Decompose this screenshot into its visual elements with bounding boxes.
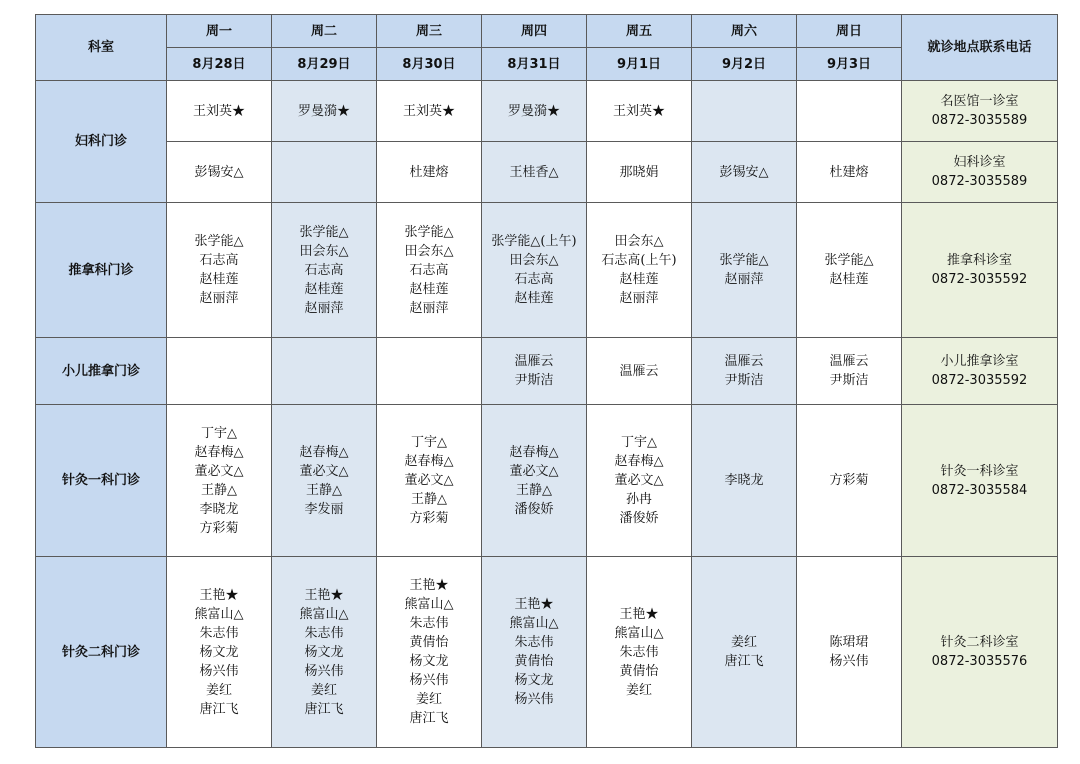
doctor-name: 方彩菊 — [829, 473, 869, 488]
doctor-name: 熊富山△ — [404, 597, 454, 612]
phone-number: 0872-3035576 — [931, 654, 1028, 669]
doctor-name: 王桂香△ — [509, 164, 559, 180]
doctor-name: 石志高 — [199, 253, 239, 268]
doctor-name: 李晓龙 — [724, 473, 764, 488]
doctor-cell — [482, 203, 587, 338]
doctor-name: 潘俊娇 — [514, 501, 554, 517]
doctor-name: 唐江飞 — [409, 711, 449, 726]
location-cell — [902, 405, 1058, 557]
doctor-cell — [482, 405, 587, 557]
doctor-name: 王刘英★ — [192, 103, 245, 119]
date-header: 9月1日 — [587, 48, 692, 81]
table-row — [36, 405, 1058, 557]
doctor-cell — [797, 142, 902, 203]
doctor-name: 罗曼漪★ — [297, 103, 350, 119]
doctor-name: 赵春梅△ — [299, 444, 349, 460]
doctor-cell — [167, 405, 272, 557]
phone-number: 0872-3035592 — [931, 373, 1028, 388]
doctor-name: 赵春梅△ — [614, 454, 664, 469]
doctor-name: 姜红 — [205, 682, 232, 698]
doctor-name: 赵丽萍 — [199, 291, 239, 306]
doctor-name: 张学能△ — [299, 224, 349, 240]
doctor-name: 朱志伟 — [304, 625, 344, 641]
doctor-name: 李发丽 — [304, 501, 344, 517]
doctor-name: 杨文龙 — [514, 673, 554, 688]
doctor-name: 杨兴伟 — [409, 673, 449, 688]
dept-cell: 妇科门诊 — [36, 81, 167, 203]
doctor-cell — [377, 405, 482, 557]
doctor-name: 王艳★ — [514, 597, 554, 612]
doctor-name: 王艳★ — [304, 587, 344, 603]
table-row — [36, 557, 1058, 748]
doctor-name: 朱志伟 — [409, 616, 449, 631]
dept-cell: 推拿科门诊 — [36, 203, 167, 338]
doctor-cell — [272, 142, 377, 203]
dept-header: 科室 — [36, 15, 167, 81]
location-cell — [902, 557, 1058, 748]
doctor-cell — [377, 557, 482, 748]
doctor-name: 赵桂莲 — [304, 281, 344, 297]
doctor-cell — [797, 338, 902, 405]
doctor-name: 方彩菊 — [409, 511, 449, 526]
doctor-name: 潘俊娇 — [619, 511, 659, 526]
doctor-name: 熊富山△ — [509, 616, 559, 631]
date-header: 9月2日 — [692, 48, 797, 81]
doctor-cell — [692, 142, 797, 203]
doctor-cell — [692, 338, 797, 405]
phone-number: 0872-3035592 — [931, 272, 1028, 287]
clinic-room: 推拿科诊室 — [946, 253, 1012, 268]
doctor-cell — [692, 405, 797, 557]
doctor-name: 唐江飞 — [304, 701, 344, 717]
doctor-cell — [797, 405, 902, 557]
table-body — [36, 81, 1058, 748]
doctor-name: 杨文龙 — [409, 654, 449, 669]
doctor-name: 熊富山△ — [194, 606, 244, 622]
date-header: 8月28日 — [167, 48, 272, 81]
date-header: 8月30日 — [377, 48, 482, 81]
date-header: 8月31日 — [482, 48, 587, 81]
phone-number: 0872-3035584 — [931, 482, 1028, 498]
doctor-name: 张学能△(上午) — [491, 234, 577, 249]
doctor-cell — [797, 203, 902, 338]
day-header: 周一 — [167, 15, 272, 48]
doctor-name: 王静△ — [306, 482, 342, 498]
location-cell — [902, 142, 1058, 203]
doctor-name: 姜红 — [625, 682, 652, 698]
doctor-name: 赵丽萍 — [619, 291, 659, 306]
doctor-name: 张学能△ — [404, 224, 454, 240]
doctor-name: 杨兴伟 — [514, 692, 554, 707]
doctor-name: 石志高(上午) — [601, 253, 677, 268]
doctor-name: 姜红 — [310, 682, 337, 698]
table-row — [36, 142, 1058, 203]
doctor-name: 董必文△ — [614, 473, 664, 488]
date-header: 8月29日 — [272, 48, 377, 81]
doctor-name: 陈珺珺 — [829, 635, 869, 650]
doctor-name: 丁宇△ — [411, 435, 447, 450]
doctor-cell — [377, 142, 482, 203]
doctor-cell — [377, 203, 482, 338]
location-cell — [902, 81, 1058, 142]
doctor-cell — [587, 557, 692, 748]
doctor-name: 赵春梅△ — [194, 444, 244, 460]
day-header: 周三 — [377, 15, 482, 48]
doctor-name: 赵桂莲 — [514, 291, 554, 306]
doctor-name: 赵桂莲 — [619, 272, 659, 287]
doctor-name: 赵桂莲 — [409, 281, 449, 297]
doctor-cell — [167, 557, 272, 748]
table-row — [36, 81, 1058, 142]
doctor-cell — [797, 557, 902, 748]
doctor-name: 姜红 — [415, 692, 442, 707]
dept-cell: 针灸一科门诊 — [36, 405, 167, 557]
doctor-name: 温雁云 — [724, 354, 764, 369]
schedule-table — [35, 14, 1058, 748]
doctor-name: 赵丽萍 — [304, 300, 344, 316]
doctor-cell — [692, 203, 797, 338]
doctor-name: 彭锡安△ — [194, 164, 244, 180]
clinic-room: 针灸一科诊室 — [940, 463, 1019, 479]
doctor-name: 赵丽萍 — [409, 300, 449, 316]
doctor-name: 杜建熔 — [409, 164, 449, 180]
doctor-name: 赵桂莲 — [829, 272, 869, 287]
doctor-name: 王艳★ — [409, 578, 449, 593]
doctor-name: 罗曼漪★ — [507, 103, 560, 119]
doctor-name: 黄倩怡 — [409, 635, 449, 650]
doctor-cell — [482, 142, 587, 203]
doctor-name: 田会东△ — [509, 253, 559, 268]
day-header: 周五 — [587, 15, 692, 48]
doctor-cell — [272, 203, 377, 338]
doctor-name: 尹斯洁 — [724, 373, 764, 388]
doctor-name: 唐江飞 — [199, 701, 239, 717]
doctor-name: 杨兴伟 — [829, 654, 869, 669]
day-header: 周四 — [482, 15, 587, 48]
doctor-cell — [167, 81, 272, 142]
doctor-name: 黄倩怡 — [514, 654, 554, 669]
doctor-name: 赵春梅△ — [509, 444, 559, 460]
doctor-cell — [377, 81, 482, 142]
table-header — [36, 15, 1058, 81]
doctor-name: 方彩菊 — [199, 520, 239, 536]
doctor-name: 石志高 — [514, 272, 554, 287]
doctor-name: 熊富山△ — [614, 625, 664, 641]
doctor-name: 李晓龙 — [199, 501, 239, 517]
doctor-name: 朱志伟 — [199, 625, 239, 641]
doctor-cell — [482, 338, 587, 405]
doctor-name: 杨文龙 — [304, 644, 344, 660]
doctor-name: 赵春梅△ — [404, 454, 454, 469]
doctor-cell — [587, 338, 692, 405]
doctor-cell — [272, 405, 377, 557]
doctor-cell — [692, 557, 797, 748]
doctor-cell — [482, 557, 587, 748]
doctor-name: 张学能△ — [719, 253, 769, 268]
doctor-name: 石志高 — [304, 262, 344, 278]
phone-number: 0872-3035589 — [931, 174, 1028, 189]
date-header: 9月3日 — [797, 48, 902, 81]
doctor-name: 丁宇△ — [201, 425, 237, 441]
location-cell — [902, 203, 1058, 338]
doctor-name: 那晓娟 — [619, 164, 659, 180]
table-row — [36, 203, 1058, 338]
doctor-cell — [482, 81, 587, 142]
clinic-room: 小儿推拿诊室 — [940, 354, 1019, 369]
doctor-name: 尹斯洁 — [514, 373, 554, 388]
doctor-name: 杜建熔 — [829, 164, 869, 180]
doctor-name: 董必文△ — [404, 473, 454, 488]
clinic-room: 针灸二科诊室 — [940, 635, 1019, 650]
doctor-name: 姜红 — [730, 635, 757, 650]
location-header: 就诊地点联系电话 — [902, 15, 1058, 81]
doctor-name: 唐江飞 — [724, 654, 764, 669]
doctor-name: 朱志伟 — [514, 635, 554, 650]
doctor-name: 朱志伟 — [619, 644, 659, 660]
doctor-name: 黄倩怡 — [619, 663, 659, 679]
doctor-cell — [272, 81, 377, 142]
doctor-name: 王艳★ — [619, 606, 659, 622]
phone-number: 0872-3035589 — [931, 113, 1028, 128]
doctor-cell — [377, 338, 482, 405]
doctor-name: 董必文△ — [509, 463, 559, 479]
doctor-name: 王静△ — [201, 482, 237, 498]
doctor-name: 赵丽萍 — [724, 272, 764, 287]
clinic-room: 名医馆一诊室 — [940, 94, 1019, 109]
doctor-cell — [167, 338, 272, 405]
clinic-room: 妇科诊室 — [953, 155, 1006, 170]
doctor-name: 王刘英★ — [612, 103, 665, 119]
doctor-cell — [167, 142, 272, 203]
doctor-name: 彭锡安△ — [719, 164, 769, 180]
doctor-name: 王艳★ — [199, 587, 239, 603]
dept-cell: 针灸二科门诊 — [36, 557, 167, 748]
doctor-name: 董必文△ — [299, 463, 349, 479]
day-header: 周日 — [797, 15, 902, 48]
day-header: 周二 — [272, 15, 377, 48]
doctor-cell — [587, 142, 692, 203]
doctor-name: 王刘英★ — [402, 103, 455, 119]
doctor-name: 赵桂莲 — [199, 272, 239, 287]
doctor-name: 尹斯洁 — [829, 373, 869, 388]
doctor-cell — [587, 203, 692, 338]
doctor-name: 田会东△ — [614, 234, 664, 249]
doctor-cell — [587, 405, 692, 557]
doctor-name: 张学能△ — [194, 234, 244, 249]
doctor-cell — [167, 203, 272, 338]
doctor-name: 杨兴伟 — [199, 663, 239, 679]
location-cell — [902, 338, 1058, 405]
doctor-name: 孙冉 — [625, 492, 652, 507]
doctor-name: 董必文△ — [194, 463, 244, 479]
doctor-name: 温雁云 — [619, 363, 659, 379]
doctor-name: 杨兴伟 — [304, 663, 344, 679]
doctor-cell — [797, 81, 902, 142]
doctor-name: 田会东△ — [404, 243, 454, 259]
doctor-name: 田会东△ — [299, 243, 349, 259]
doctor-cell — [272, 338, 377, 405]
doctor-name: 石志高 — [409, 262, 449, 278]
doctor-name: 王静△ — [516, 482, 552, 498]
doctor-name: 丁宇△ — [621, 435, 657, 450]
doctor-name: 王静△ — [411, 492, 447, 507]
doctor-name: 温雁云 — [514, 354, 554, 369]
doctor-name: 张学能△ — [824, 253, 874, 268]
doctor-cell — [692, 81, 797, 142]
dept-cell: 小儿推拿门诊 — [36, 338, 167, 405]
doctor-name: 熊富山△ — [299, 606, 349, 622]
doctor-cell — [587, 81, 692, 142]
day-header: 周六 — [692, 15, 797, 48]
doctor-cell — [272, 557, 377, 748]
table-row — [36, 338, 1058, 405]
doctor-name: 温雁云 — [829, 354, 869, 369]
doctor-name: 杨文龙 — [199, 644, 239, 660]
